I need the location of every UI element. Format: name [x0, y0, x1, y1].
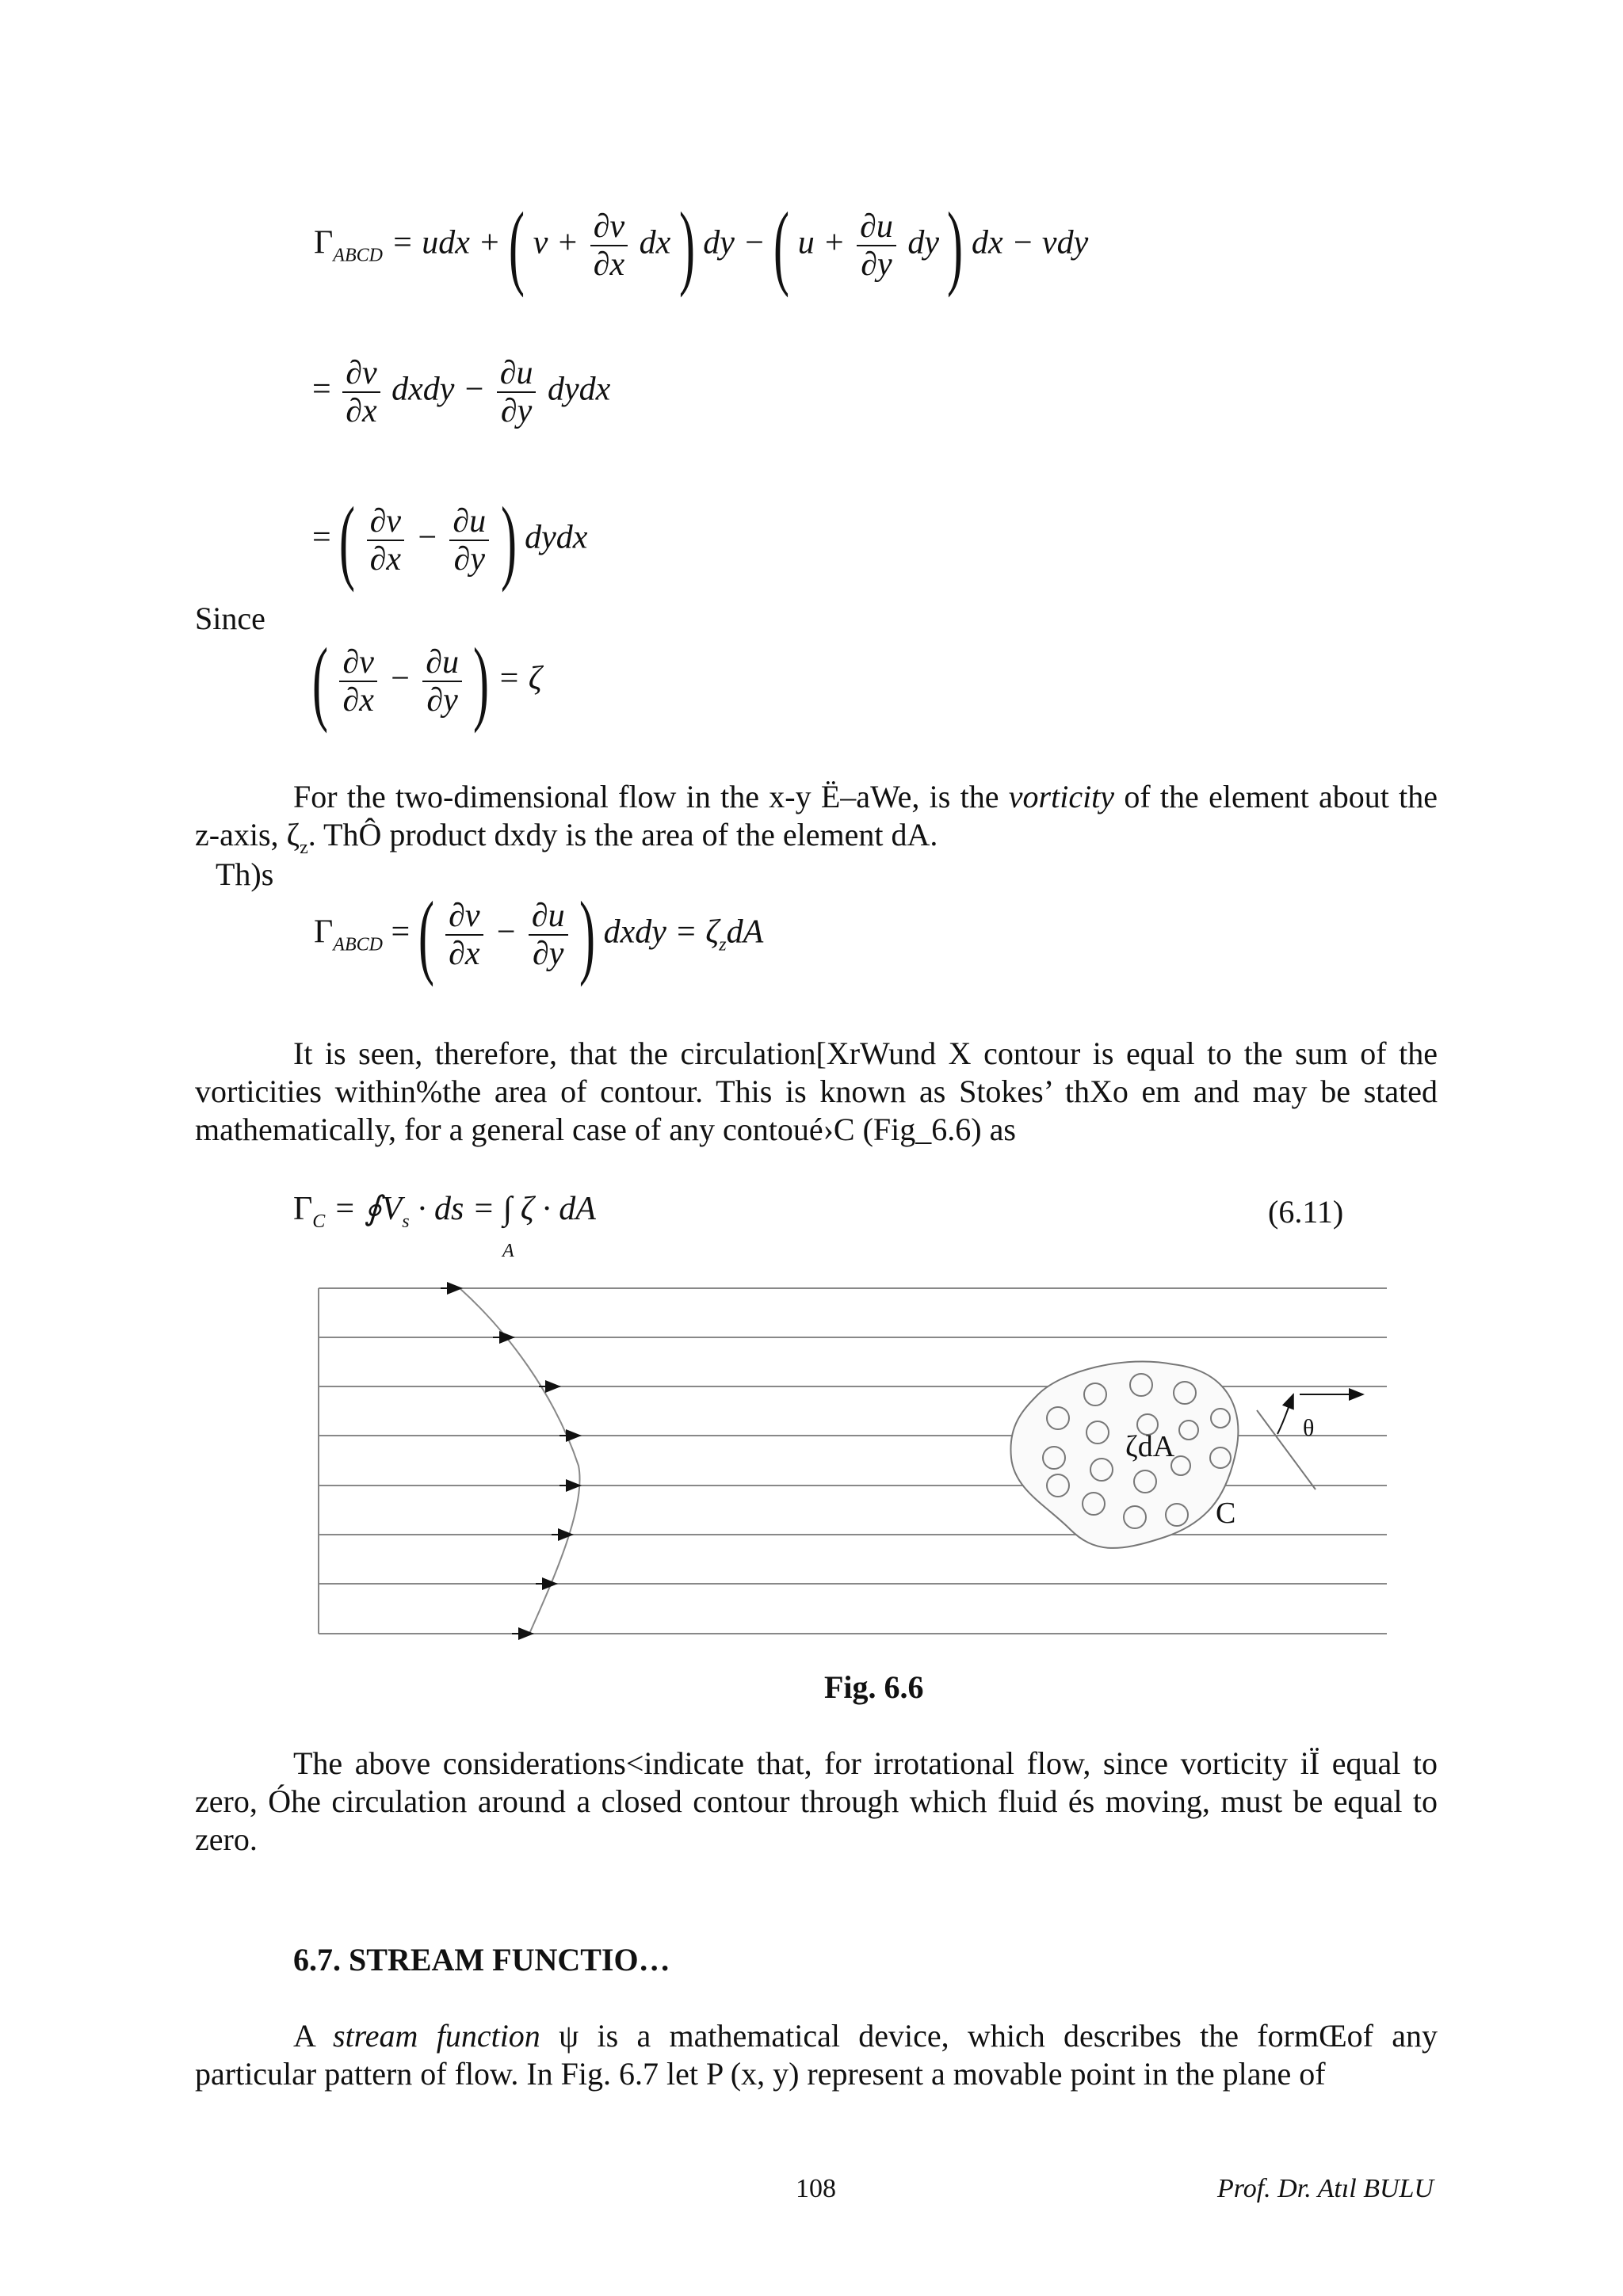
theta-arc — [1277, 1394, 1293, 1434]
theta-label: θ — [1303, 1415, 1315, 1441]
integral-subscript: A — [502, 1241, 514, 1261]
paragraph-stokes: It is seen, therefore, that the circulation[XrWund X contour is equal to the sum of the vorticities within%the area of contour. This is known as Stokes’ thXo em and may be stated mathematically, for a general case of any contoué›C (Fig_6.6) as — [195, 1035, 1438, 1147]
velocity-profile — [460, 1288, 580, 1634]
equation-number: (6.11) — [1268, 1194, 1344, 1230]
section-heading: 6.7. STREAM FUNCTIO… — [293, 1942, 670, 1978]
equation-vorticity-def: ( $\frac{\partial v}{\partial x}$ − $\frac{\partial u}{\partial y}$ ) = ζ — [311, 628, 542, 734]
paragraph-irrotational: The above considerations<indicate that, for irrotational flow, since vorticity iÏ equal to zero, Óhe circulation around a closed contour through which fluid és moving, must be equal to zero. — [195, 1745, 1438, 1857]
equation-6-11: $\Gamma_C$ = $∮V_s$ · ds = ∫ ζ · dA — [293, 1191, 596, 1232]
paragraph-vorticity: For the two-dimensional flow in the x-y Ë–aWe, is the vorticity of the element about the z-axis, $\zeta_z$. ThÔ product dxdy is the area of the element dA. — [195, 779, 1438, 858]
equation-step-2: = $\frac{\partial v}{\partial x}$ dxdy − $\frac{\partial u}{\partial y}$ dydx — [312, 355, 611, 429]
page-number: 108 — [796, 2174, 836, 2203]
equation-step-3: = ( $\frac{\partial v}{\partial x}$ − $\frac{\partial u}{\partial y}$ ) dydx — [312, 487, 588, 593]
since-label: Since — [195, 601, 265, 636]
equation-circulation-abcd: $\Gamma_{ABCD}$ = udx + ( v + $\frac{\partial v}{\partial x}$ dx ) dy − ( u + $\frac{\partial u}{\partial y}$ dy ) dx − vdy — [314, 193, 1089, 298]
zeta-da-label: ζdA — [1125, 1430, 1175, 1463]
paragraph-stream-function: A stream function ψ is a mathematical device, which describes the formŒof any particular pattern of flow. In Fig. 6.7 let P (x, y) represent a movable point in the plane of — [195, 2018, 1438, 2092]
thus-label: Th)s — [216, 856, 274, 892]
author-footer: Prof. Dr. Atıl BULU — [1217, 2174, 1434, 2203]
velocity-arrows — [441, 1288, 580, 1634]
equation-circulation-vorticity: $\Gamma_{ABCD}$ = ( $\frac{\partial v}{\partial x}$ − $\frac{\partial u}{\partial y}$ ) dxdy = $\zeta_zdA$ — [314, 882, 764, 987]
contour-c-label: C — [1216, 1497, 1236, 1530]
figure-caption: Fig. 6.6 — [824, 1669, 924, 1705]
